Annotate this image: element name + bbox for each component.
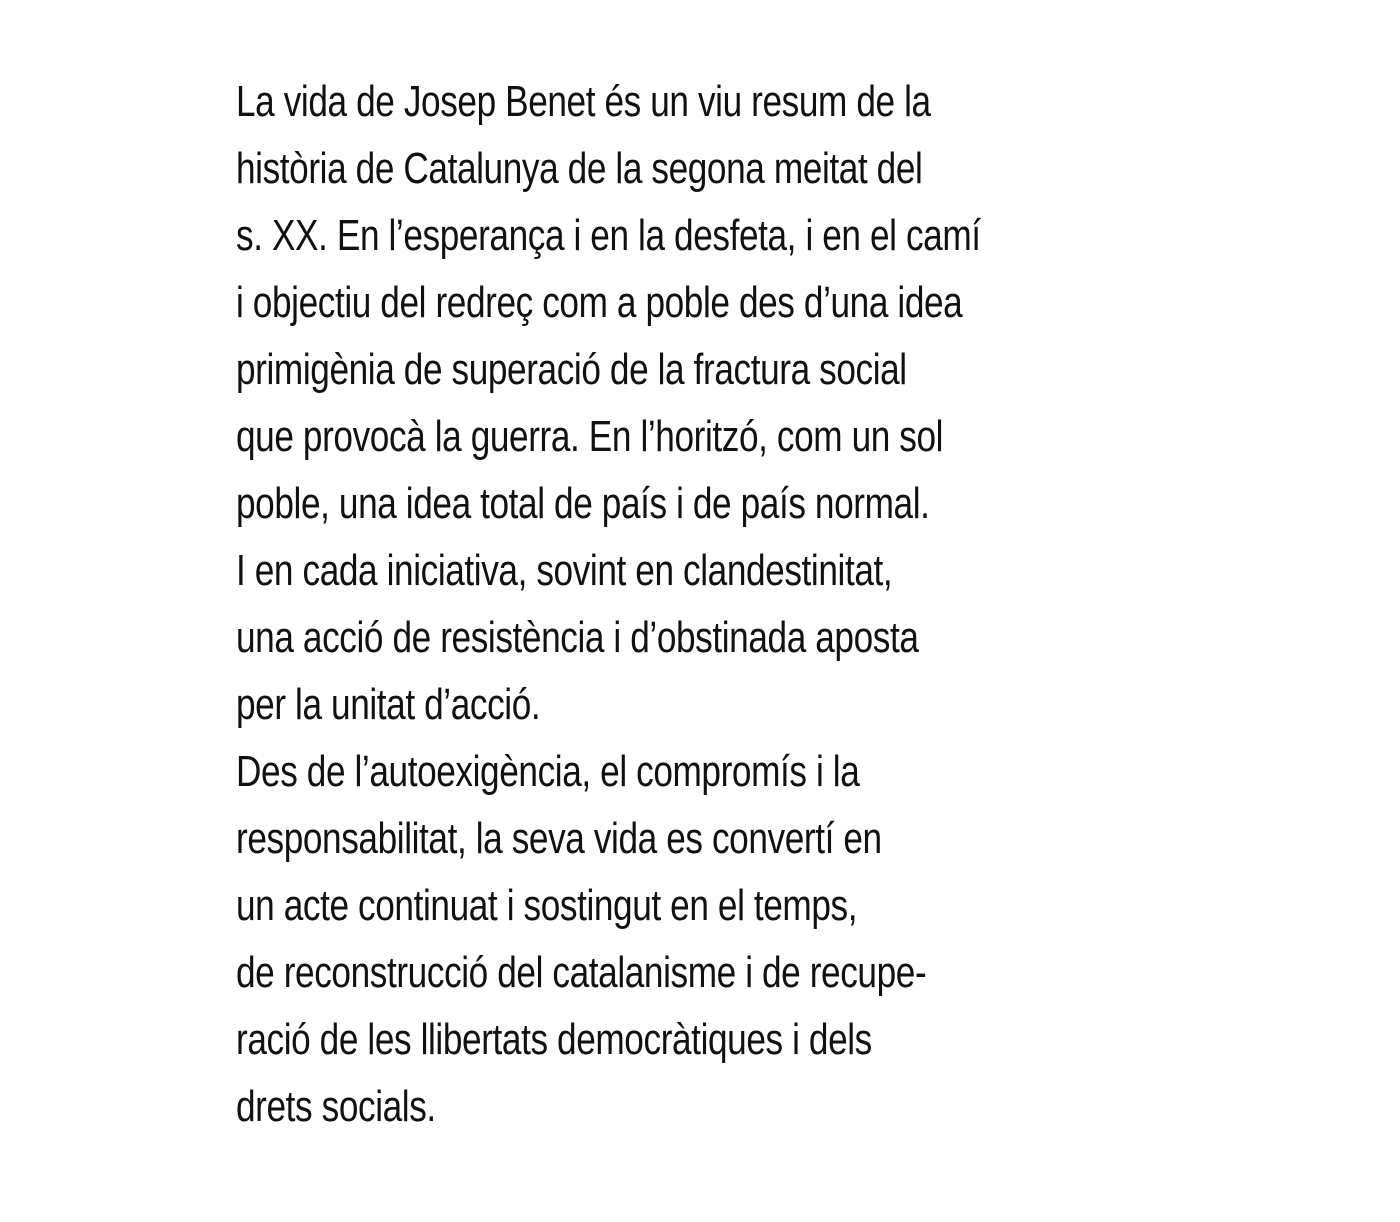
text-line: s. XX. En l’esperança i en la desfeta, i en el camí (236, 211, 981, 260)
text-line: poble, una idea total de país i de país normal. (236, 479, 930, 528)
text-line: que provocà la guerra. En l’horitzó, com un sol (236, 412, 944, 461)
text-line: responsabilitat, la seva vida es convertí en (236, 814, 882, 863)
text-line: ració de les llibertats democràtiques i dels (236, 1015, 872, 1064)
text-line: de reconstrucció del catalanisme i de recupe- (236, 948, 927, 997)
text-line: història de Catalunya de la segona meitat del (236, 144, 923, 193)
text-line: primigènia de superació de la fractura social (236, 345, 907, 394)
text-line: I en cada iniciativa, sovint en clandestinitat, (236, 546, 893, 595)
text-line: una acció de resistència i d’obstinada aposta (236, 613, 919, 662)
text-line: drets socials. (236, 1082, 436, 1131)
text-line: La vida de Josep Benet és un viu resum de la (236, 77, 931, 126)
text-line: per la unitat d’acció. (236, 680, 541, 729)
text-line: un acte continuat i sostingut en el temps, (236, 881, 858, 930)
text-line: Des de l’autoexigència, el compromís i la (236, 747, 860, 796)
body-text (236, 68, 1196, 1140)
text-line: i objectiu del redreç com a poble des d’una idea (236, 278, 963, 327)
